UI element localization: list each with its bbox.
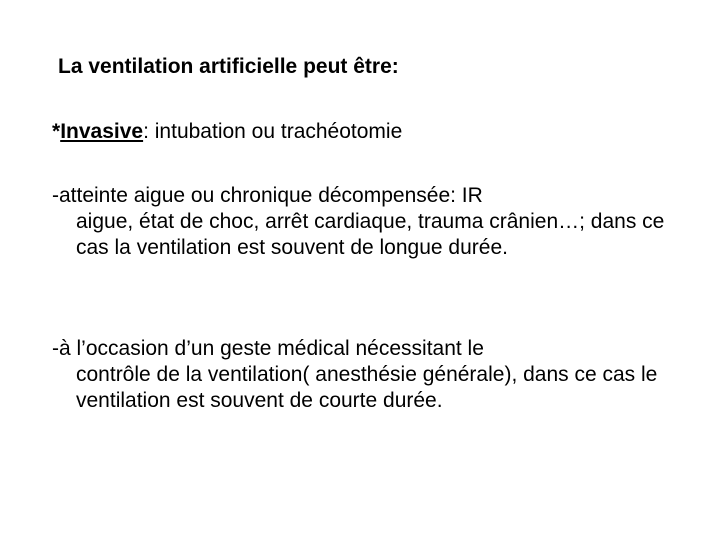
paragraph-chronic-acute xyxy=(52,183,692,261)
slide-title: La ventilation artificielle peut être: xyxy=(58,55,399,78)
paragraph-continuation: contrôle de la ventilation( anesthésie générale), dans ce cas le ventilation est souvent de courte durée. xyxy=(76,363,658,412)
paragraph-first-line: -à l’occasion d’un geste médical nécessitant le xyxy=(52,337,484,360)
invasive-line xyxy=(52,118,402,146)
paragraph-continuation: aigue, état de choc, arrêt cardiaque, trauma crânien…; dans ce cas la ventilation est souvent de longue durée. xyxy=(76,210,665,259)
paragraph-medical-procedure xyxy=(52,336,692,414)
invasive-term xyxy=(52,120,143,143)
paragraph-first-line: -atteinte aigue ou chronique décompensée: IR xyxy=(52,184,483,207)
invasive-prefix: * xyxy=(52,120,61,143)
invasive-suffix: : intubation ou trachéotomie xyxy=(143,120,403,143)
invasive-term-word: Invasive xyxy=(60,120,144,143)
